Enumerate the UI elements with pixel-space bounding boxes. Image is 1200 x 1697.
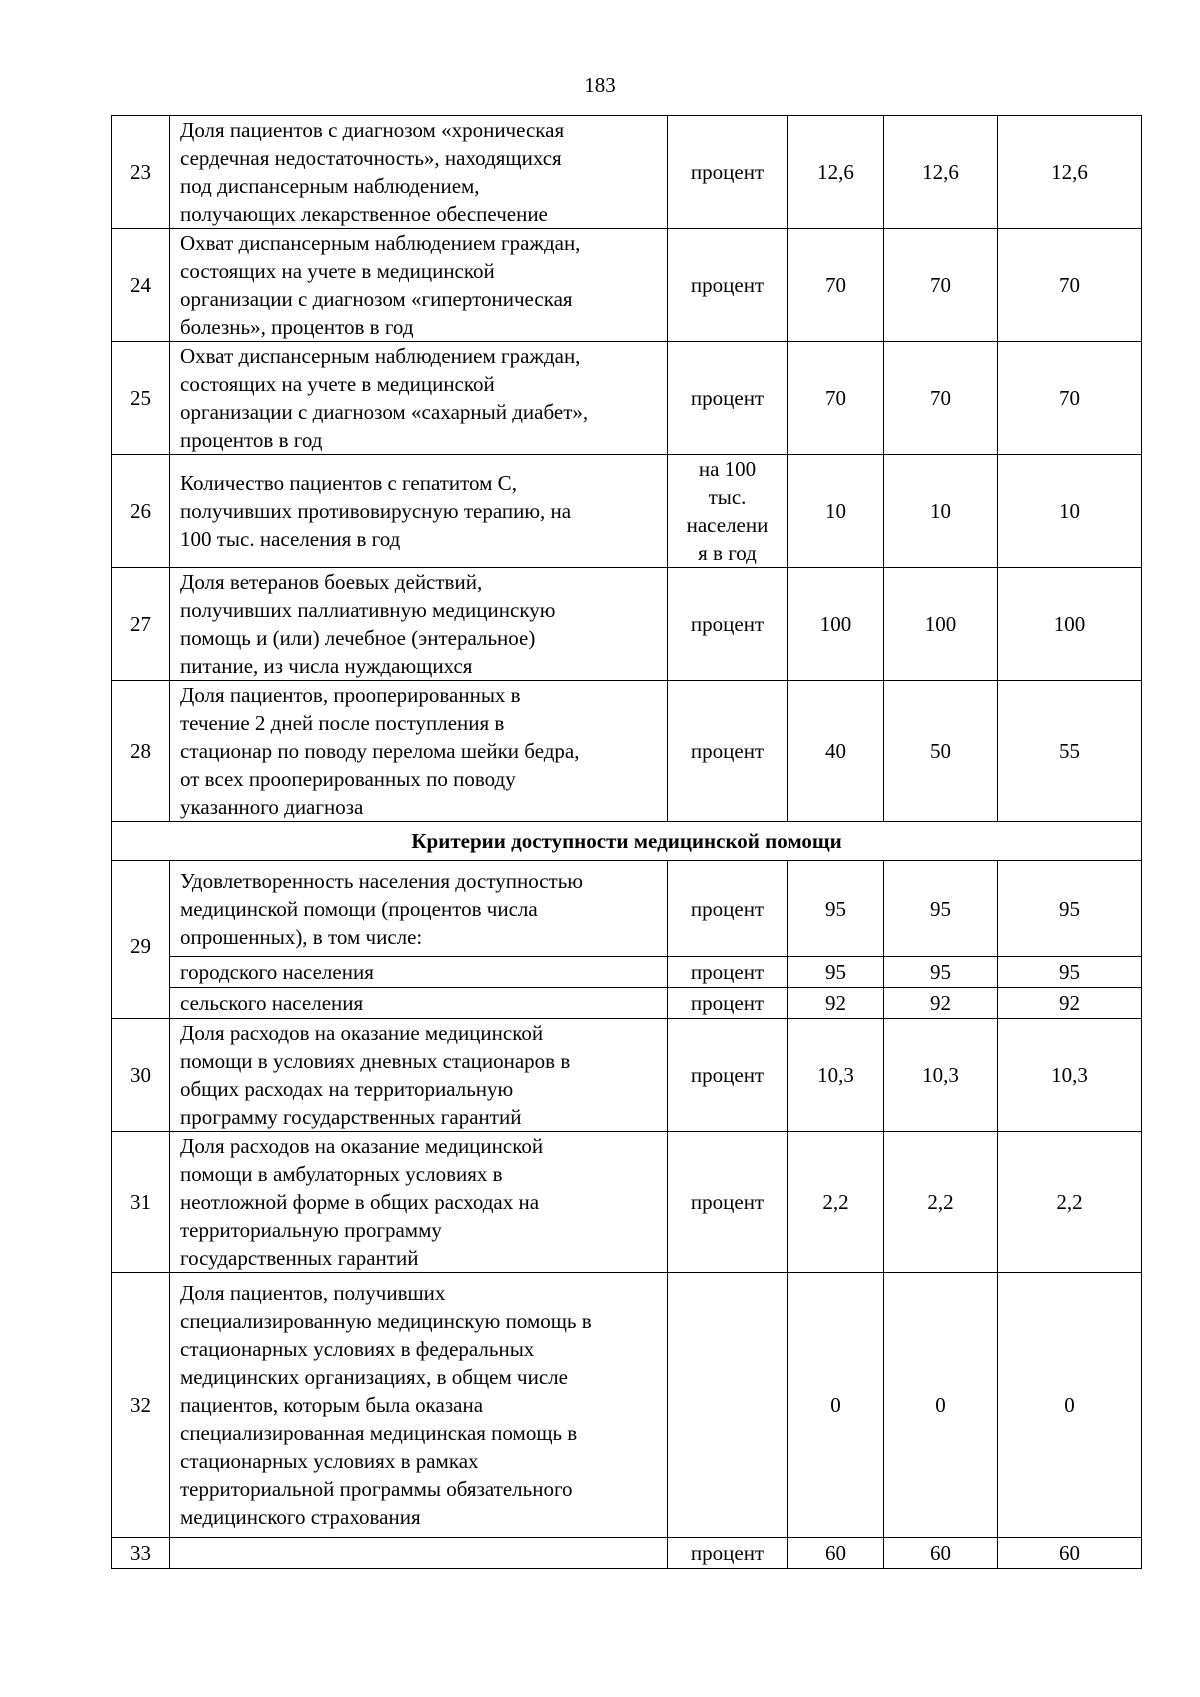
table-row	[112, 681, 1142, 822]
row-description	[170, 568, 668, 681]
table-subrow	[112, 988, 1142, 1019]
value-cell-2: 70	[884, 229, 998, 342]
row-description	[170, 861, 668, 957]
description-line: организации с диагнозом «сахарный диабет»,	[180, 400, 589, 424]
description-line: болезнь», процентов в год	[180, 315, 414, 339]
table-row	[112, 1019, 1142, 1132]
row-number: 32	[112, 1273, 170, 1538]
table-row	[112, 116, 1142, 229]
table-row	[112, 861, 1142, 957]
description-line: получивших паллиативную медицинскую	[180, 598, 556, 622]
value-cell-1: 40	[788, 681, 884, 822]
value-cell-2: 0	[884, 1273, 998, 1538]
value-cell-2: 95	[884, 861, 998, 957]
description-line: медицинской помощи (процентов числа	[180, 896, 538, 921]
value-cell-2: 100	[884, 568, 998, 681]
table-row	[112, 1273, 1142, 1538]
description-line: стационарных условиях в федеральных	[180, 1337, 535, 1361]
value-cell-3: 12,6	[998, 116, 1142, 229]
value-cell-2: 95	[884, 957, 998, 988]
table-subrow	[112, 957, 1142, 988]
description-line: получающих лекарственное обеспечение	[180, 202, 548, 226]
description-line: общих расходах на территориальную	[180, 1077, 514, 1101]
description-line: опрошенных), в том числе:	[180, 924, 423, 949]
row-description	[170, 116, 668, 229]
criteria-table	[111, 115, 1142, 1569]
unit-cell: процент	[668, 681, 788, 822]
description-line: под диспансерным наблюдением,	[180, 174, 480, 198]
row-number: 33	[112, 1538, 170, 1569]
description-line: неотложной форме в общих расходах на	[180, 1190, 540, 1214]
page-number: 183	[584, 73, 616, 97]
value-cell-2: 70	[884, 342, 998, 455]
description-line: специализированную медицинскую помощь в	[180, 1309, 592, 1333]
row-description	[170, 455, 668, 568]
description-line: медицинского страхования	[180, 1505, 421, 1529]
row-number: 23	[112, 116, 170, 229]
value-cell-2: 12,6	[884, 116, 998, 229]
table-row	[112, 1538, 1142, 1569]
description-line: процентов в год	[180, 428, 323, 452]
subrow-label: городского населения	[170, 957, 668, 988]
unit-cell: процент	[668, 342, 788, 455]
value-cell-3: 95	[998, 861, 1142, 957]
unit-cell: процент	[668, 229, 788, 342]
row-description	[170, 681, 668, 822]
description-line: Удовлетворенность населения доступностью	[180, 868, 583, 893]
unit-line: тыс.	[708, 485, 747, 509]
value-cell-1: 70	[788, 229, 884, 342]
description-line: Количество пациентов с гепатитом С,	[180, 471, 517, 495]
value-cell-3: 10,3	[998, 1019, 1142, 1132]
value-cell-3: 2,2	[998, 1132, 1142, 1273]
value-cell-2: 10	[884, 455, 998, 568]
row-description	[170, 229, 668, 342]
table-row	[112, 1132, 1142, 1273]
unit-cell: процент	[668, 1132, 788, 1273]
description-line: территориальной программы обязательного	[180, 1477, 573, 1501]
description-line: Доля пациентов с диагнозом «хроническая	[180, 118, 565, 142]
value-cell-2: 92	[884, 988, 998, 1019]
unit-line: населени	[686, 513, 769, 537]
description-line: сердечная недостаточность», находящихся	[180, 146, 562, 170]
table-row	[112, 568, 1142, 681]
unit-cell: процент	[668, 1538, 788, 1569]
description-line: государственных гарантий	[180, 1246, 419, 1270]
description-line: пациентов, которым была оказана	[180, 1393, 484, 1417]
row-description	[170, 1273, 668, 1538]
description-line: Доля пациентов, получивших	[180, 1281, 446, 1305]
value-cell-1: 95	[788, 957, 884, 988]
row-description	[170, 1132, 668, 1273]
value-cell-3: 55	[998, 681, 1142, 822]
description-line: медицинских организациях, в общем числе	[180, 1365, 568, 1389]
unit-cell: процент	[668, 957, 788, 988]
description-line: стационарных условиях в рамках	[180, 1449, 479, 1473]
value-cell-1: 0	[788, 1273, 884, 1538]
section-header-row	[112, 822, 1142, 861]
description-line: Доля пациентов, прооперированных в	[180, 683, 521, 707]
unit-cell: процент	[668, 988, 788, 1019]
value-cell-3: 70	[998, 229, 1142, 342]
description-line: состоящих на учете в медицинской	[180, 372, 495, 396]
row-description	[170, 1019, 668, 1132]
row-description	[170, 342, 668, 455]
table-row	[112, 342, 1142, 455]
row-number: 27	[112, 568, 170, 681]
row-number: 31	[112, 1132, 170, 1273]
description-line: специализированная медицинская помощь в	[180, 1421, 578, 1445]
value-cell-1: 95	[788, 861, 884, 957]
description-line: организации с диагнозом «гипертоническая	[180, 287, 573, 311]
row-number: 26	[112, 455, 170, 568]
description-line: питание, из числа нуждающихся	[180, 654, 473, 678]
description-line: помощи в условиях дневных стационаров в	[180, 1049, 571, 1073]
table-row	[112, 455, 1142, 568]
value-cell-1: 2,2	[788, 1132, 884, 1273]
value-cell-1: 10,3	[788, 1019, 884, 1132]
description-line: Охват диспансерным наблюдением граждан,	[180, 344, 581, 368]
description-line: от всех прооперированных по поводу	[180, 767, 516, 791]
value-cell-3: 0	[998, 1273, 1142, 1538]
unit-cell: процент	[668, 861, 788, 957]
value-cell-1: 60	[788, 1538, 884, 1569]
value-cell-3: 92	[998, 988, 1142, 1019]
value-cell-3: 95	[998, 957, 1142, 988]
description-line: помощь и (или) лечебное (энтеральное)	[180, 626, 536, 650]
value-cell-3: 100	[998, 568, 1142, 681]
description-line: состоящих на учете в медицинской	[180, 259, 495, 283]
description-line: территориальную программу	[180, 1218, 442, 1242]
description-line: 100 тыс. населения в год	[180, 527, 401, 551]
row-number: 25	[112, 342, 170, 455]
row-number: 24	[112, 229, 170, 342]
value-cell-2: 2,2	[884, 1132, 998, 1273]
description-line: Доля ветеранов боевых действий,	[180, 570, 483, 594]
subrow-label: сельского населения	[170, 988, 668, 1019]
description-line: течение 2 дней после поступления в	[180, 711, 505, 735]
unit-cell: процент	[668, 116, 788, 229]
value-cell-1: 12,6	[788, 116, 884, 229]
value-cell-1: 100	[788, 568, 884, 681]
row-number: 30	[112, 1019, 170, 1132]
section-title: Критерии доступности медицинской помощи	[112, 822, 1142, 861]
unit-cell	[668, 455, 788, 568]
description-line: программу государственных гарантий	[180, 1105, 522, 1129]
unit-line: на 100	[698, 457, 757, 481]
value-cell-1: 70	[788, 342, 884, 455]
description-line: Охват диспансерным наблюдением граждан,	[180, 231, 581, 255]
description-line: указанного диагноза	[180, 795, 364, 819]
row-number: 28	[112, 681, 170, 822]
value-cell-2: 60	[884, 1538, 998, 1569]
value-cell-3: 10	[998, 455, 1142, 568]
unit-cell: процент	[668, 568, 788, 681]
table-row	[112, 229, 1142, 342]
value-cell-2: 50	[884, 681, 998, 822]
row-description	[170, 1538, 668, 1569]
description-line: Доля расходов на оказание медицинской	[180, 1134, 544, 1158]
value-cell-1: 92	[788, 988, 884, 1019]
unit-line: я в год	[698, 541, 757, 565]
description-line: помощи в амбулаторных условиях в	[180, 1162, 503, 1186]
unit-cell	[668, 1273, 788, 1538]
value-cell-3: 70	[998, 342, 1142, 455]
value-cell-2: 10,3	[884, 1019, 998, 1132]
description-line: Доля расходов на оказание медицинской	[180, 1021, 544, 1045]
description-line: получивших противовирусную терапию, на	[180, 499, 572, 523]
value-cell-1: 10	[788, 455, 884, 568]
description-line: стационар по поводу перелома шейки бедра,	[180, 739, 580, 763]
value-cell-3: 60	[998, 1538, 1142, 1569]
row-number: 29	[112, 861, 170, 1019]
unit-cell: процент	[668, 1019, 788, 1132]
